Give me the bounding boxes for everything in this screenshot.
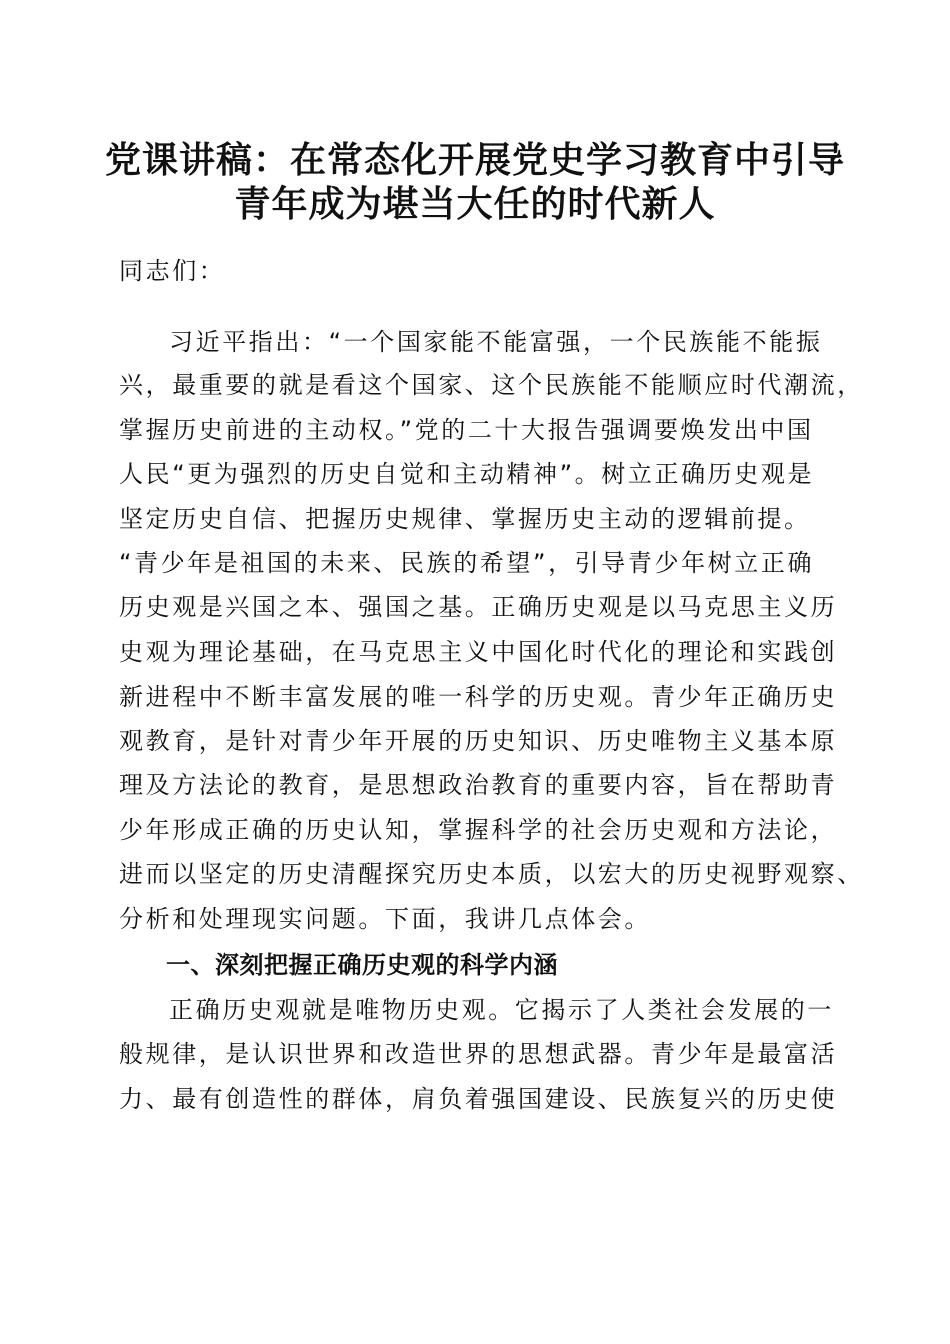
document-title-line-1: 党课讲稿：在常态化开展党史学习教育中引导 <box>104 139 845 181</box>
paragraph-line: 掌握历史前进的主动权。”党的二十大报告强调要焕发出中国 <box>119 416 814 444</box>
paragraph-line: 理及方法论的教育，是思想政治教育的重要内容，旨在帮助青 <box>119 771 838 799</box>
paragraph-line: 人民“更为强烈的历史自觉和主动精神”。树立正确历史观是 <box>119 460 815 488</box>
paragraph-line: 进而以坚定的历史清醒探究历史本质，以宏大的历史视野观察、 <box>119 860 864 888</box>
paragraph-line: 坚定历史自信、把握历史规律、掌握历史主动的逻辑前提。 <box>119 505 811 533</box>
paragraph-line: 史观为理论基础，在马克思主义中国化时代化的理论和实践创 <box>119 638 838 666</box>
paragraph-line: 少年形成正确的历史认知，掌握科学的社会历史观和方法论， <box>119 816 838 844</box>
salutation: 同志们： <box>119 257 226 285</box>
paragraph-line: 历史观是兴国之本、强国之基。正确历史观是以马克思主义历 <box>119 593 838 621</box>
paragraph-line: 般规律，是认识世界和改造世界的思想武器。青少年是最富活 <box>119 1040 838 1068</box>
paragraph-line: 力、最有创造性的群体，肩负着强国建设、民族复兴的历史使 <box>119 1085 838 1113</box>
paragraph-line: “青少年是祖国的未来、民族的希望”，引导青少年树立正确 <box>119 549 815 577</box>
paragraph-line: 新进程中不断丰富发展的唯一科学的历史观。青少年正确历史 <box>119 683 838 711</box>
document-title-line-2: 青年成为堪当大任的时代新人 <box>234 183 716 225</box>
paragraph-line: 兴，最重要的就是看这个国家、这个民族能不能顺应时代潮流， <box>119 371 864 399</box>
paragraph-line: 分析和处理现实问题。下面，我讲几点体会。 <box>119 905 651 933</box>
section-heading-1: 一、深刻把握正确历史观的科学内涵 <box>166 951 558 979</box>
paragraph-line: 观教育，是针对青少年开展的历史知识、历史唯物主义基本原 <box>119 727 838 755</box>
paragraph-line: 正确历史观就是唯物历史观。它揭示了人类社会发展的一 <box>169 996 834 1024</box>
paragraph-line: 习近平指出：“一个国家能不能富强，一个民族能不能振 <box>169 328 823 356</box>
